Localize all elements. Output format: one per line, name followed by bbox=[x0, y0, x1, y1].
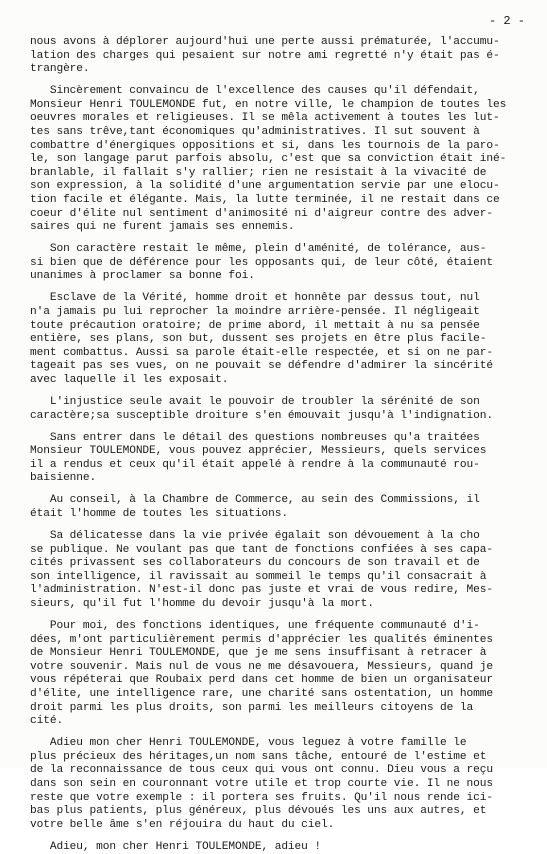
text-line: il a rendus et ceux qu'il était appelé à rendre à la communauté rou- bbox=[30, 458, 480, 471]
text-line: vous répéterai que Roubaix perd dans cet homme de bien un organisateur bbox=[30, 674, 493, 687]
paragraph-6 bbox=[30, 432, 526, 486]
text-line: Adieu mon cher Henri TOULEMONDE, vous leguez à votre famille le bbox=[30, 737, 467, 750]
text-line: sieurs, qu'il fut l'homme du devoir jusqu'à la mort. bbox=[30, 597, 374, 610]
paragraph-10 bbox=[30, 737, 526, 832]
text-line: oeuvres morales et religieuses. Il se mêla activement à toutes les lut- bbox=[30, 112, 500, 125]
paragraph-2 bbox=[30, 85, 526, 235]
text-line: si bien que de déférence pour les opposants qui, de leur côté, étaient bbox=[30, 256, 493, 269]
text-line: Adieu, mon cher Henri TOULEMONDE, adieu ! bbox=[30, 840, 321, 853]
text-line: trangère. bbox=[30, 63, 90, 76]
text-line: avec laquelle il les exposait. bbox=[30, 373, 229, 386]
text-line: caractère;sa susceptible droiture s'en émouvait jusqu'à l'indignation. bbox=[30, 409, 493, 422]
paragraph-11 bbox=[30, 841, 526, 854]
text-line: nous avons à déplorer aujourd'hui une perte aussi prématurée, l'accumu- bbox=[30, 36, 500, 48]
text-line: saires qui ne furent jamais ses ennemis. bbox=[30, 221, 295, 234]
text-line: bas plus patients, plus généreux, plus dévoués les uns aux autres, et bbox=[30, 805, 487, 818]
text-line: se publique. Ne voulant pas que tant de fonctions confiées à ses capa- bbox=[30, 543, 493, 556]
text-line: ment combattus. Aussi sa parole était-elle respectée, et si on ne par- bbox=[30, 346, 493, 359]
text-line: son intelligence, il ravissait au sommeil le temps qu'il consacrait à bbox=[30, 570, 487, 583]
text-line: toute précaution oratoire; de prime abord, il mettait à nu sa pensée bbox=[30, 319, 480, 332]
text-line: Sans entrer dans le détail des questions nombreuses qu'a traitées bbox=[30, 431, 480, 444]
text-line: de la reconnaissance de tous ceux qui vous ont connu. Dieu vous a reçu bbox=[30, 764, 493, 777]
text-line: le, son langage parut parfois absolu, c'est que sa conviction était iné- bbox=[30, 153, 507, 166]
text-line: cité. bbox=[30, 715, 64, 728]
text-line: tion facile et élégante. Mais, la lutte terminée, il ne restait dans ce bbox=[30, 193, 500, 206]
text-line: d'élite, une intelligence rare, une charité sans ostentation, un homme bbox=[30, 687, 493, 700]
text-line: Sincèrement convaincu de l'excellence des causes qu'il défendait, bbox=[30, 85, 480, 98]
text-line: branlable, il fallait s'y rallier; rien ne resistait à la vivacité de bbox=[30, 166, 487, 179]
paragraph-5 bbox=[30, 396, 526, 423]
paragraph-7 bbox=[30, 494, 526, 521]
text-line: tageait pas ses vues, on ne pouvait se défendre d'admirer la sincérité bbox=[30, 360, 493, 373]
text-line: coeur d'élite nul sentiment d'animosité ni d'aigreur contre des adver- bbox=[30, 207, 493, 220]
paragraph-9 bbox=[30, 620, 526, 729]
text-line: l'administration. N'est-il donc pas juste et vrai de vous redire, Mes- bbox=[30, 584, 493, 597]
text-line: reste que votre exemple : il portera ses fruits. Qu'il nous rende ici- bbox=[30, 791, 493, 804]
paragraph-3 bbox=[30, 243, 526, 284]
paragraph-8 bbox=[30, 530, 526, 612]
paragraph-4 bbox=[30, 292, 526, 387]
text-line: unanimes à proclamer sa bonne foi. bbox=[30, 270, 255, 283]
text-line: lation des charges qui pesaient sur notre ami regretté n'y était pas é- bbox=[30, 49, 500, 62]
text-line: son expression, à la solidité d'une argumentation servie par une elocu- bbox=[30, 180, 500, 193]
text-line: votre belle âme s'en réjouira du haut du ciel. bbox=[30, 818, 335, 831]
text-line: plus précieux des héritages,un nom sans tâche, entouré de l'estime et bbox=[30, 750, 487, 763]
text-line: Monsieur TOULEMONDE, vous pouvez apprécier, Messieurs, quels services bbox=[30, 445, 487, 458]
text-line: entière, ses plans, son but, dussent ses projets en être plus facile- bbox=[30, 333, 487, 346]
text-line: Monsieur Henri TOULEMONDE fut, en notre ville, le champion de toutes les bbox=[30, 98, 507, 111]
text-line: n'a jamais pu lui reprocher la moindre arrière-pensée. Il négligeait bbox=[30, 305, 480, 318]
text-line: votre souvenir. Mais nul de vous ne me désavouera, Messieurs, quand je bbox=[30, 660, 493, 673]
text-line: était l'homme de toutes les situations. bbox=[30, 507, 288, 520]
page-number: - 2 - bbox=[488, 14, 525, 28]
text-line: dées, m'ont particulièrement permis d'apprécier les qualités éminentes bbox=[30, 633, 493, 646]
text-line: tes sans trêve,tant économiques qu'administratives. Il sut souvent à bbox=[30, 125, 480, 138]
text-line: Esclave de la Vérité, homme droit et honnête par dessus tout, nul bbox=[30, 292, 480, 305]
text-line: combattre d'énergiques oppositions et si, dans les tournois de la paro- bbox=[30, 139, 500, 152]
text-line: cités privassent ses collaborateurs du concours de son travail et de bbox=[30, 557, 480, 570]
text-line: L'injustice seule avait le pouvoir de troubler la sérénité de son bbox=[30, 396, 480, 408]
text-line: Au conseil, à la Chambre de Commerce, au sein des Commissions, il bbox=[30, 494, 480, 507]
text-line: Sa délicatesse dans la vie privée égalait son dévouement à la cho bbox=[30, 530, 480, 542]
text-line: baisienne. bbox=[30, 472, 97, 485]
text-line: de Monsieur Henri TOULEMONDE, que je me sens insuffisant à retracer à bbox=[30, 647, 487, 660]
text-line: dans son sein en couronnant votre utile et trop courte vie. Il ne nous bbox=[30, 777, 493, 790]
text-line: Son caractère restait le même, plein d'aménité, de tolérance, aus- bbox=[30, 243, 487, 256]
paragraph-1 bbox=[30, 36, 526, 77]
text-line: Pour moi, des fonctions identiques, une fréquente communauté d'i- bbox=[30, 620, 480, 632]
text-line: droit parmi les plus droits, son parmi les meilleurs citoyens de la bbox=[30, 701, 474, 714]
